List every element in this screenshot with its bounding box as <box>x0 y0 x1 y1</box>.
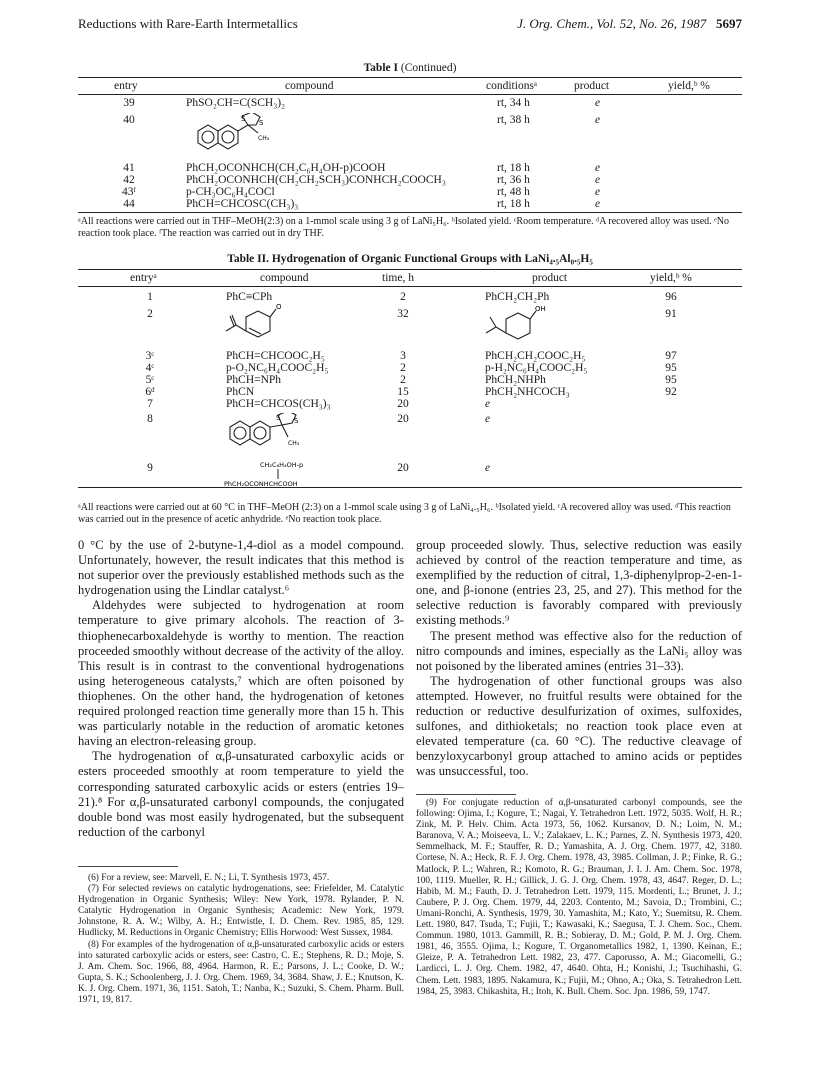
sulfur-label: S <box>276 414 281 422</box>
table1-row-compound: PhCH₂OCONHCH(CH₂C₆H₄OH-p)COOH <box>186 162 386 174</box>
table2-row-compound: PhCH=NPh <box>226 374 282 386</box>
table2-row-entry: 5ᶜ <box>145 374 155 386</box>
right-reference-rule <box>416 794 516 795</box>
table1-row-compound: PhCH=CHCOSC(CH₃)₃ <box>186 198 299 210</box>
page-number: 5697 <box>716 16 742 31</box>
naphthyl-dithiolane-structure <box>184 113 294 161</box>
reference: (8) For examples of the hydrogenation of α,β-unsaturated carboxylic acids or esters into saturated carboxylic acids or esters, see: Castro, C. E.; Stephens, R. D.; Moje, S. J. Am. Chem. Soc. 1966, 88, 4964. Harmon, R. E.; Parsons, J. L.; Cooke, D. W.; Gupta, S. K.; Schoolenberg, J. J. Org. Chem. 1969, 34, 3684. Shaw, J. E.; Knutson, K. K. J. Org. Chem. 1971, 36, 1151. Satoh, T.; Nanba, K.; Suzuki, S. Chem. Pharm. Bull. 1971, 19, 817. <box>78 939 404 1006</box>
table2-row-yield: 95 <box>665 362 677 374</box>
table2-top-rule <box>78 269 742 270</box>
cyclohexanol-structure <box>482 303 552 349</box>
table1-row-entry: 41 <box>123 162 135 174</box>
running-head <box>78 16 742 34</box>
journal-citation <box>517 16 742 32</box>
table2-row-time: 2 <box>400 291 406 303</box>
table2-row-yield: 91 <box>665 308 677 320</box>
table1-row-entry: 44 <box>123 198 135 210</box>
table1-row-conditions: rt, 34 h <box>497 97 530 109</box>
table2-row-entry: 1 <box>147 291 153 303</box>
structure-entry-40 <box>184 113 294 161</box>
table2-row-compound: PhCH=CHCOOC₂H₅ <box>226 350 325 362</box>
table1-caption <box>78 62 742 74</box>
right-references <box>416 798 742 998</box>
table2-row-product: p-H₂NC₆H₄COOC₂H₅ <box>485 362 588 374</box>
table1-row-conditions: rt, 18 h <box>497 162 530 174</box>
table1-header-product: product <box>574 80 610 92</box>
table1-header-entry: entry <box>114 80 138 92</box>
table1-row-product: e <box>595 186 601 198</box>
table2-header-yield: yield,ᵇ % <box>650 272 692 284</box>
naphthyl-dithiolane-structure <box>222 413 332 453</box>
table1-footnote: ᵃAll reactions were carried out in THF–MeOH(2:3) on a 1-mmol scale using 3 g of LaNi₅H₆. ᵇIsolated yield. ᶜRoom temperature. ᵈA recovered alloy was used. ᵉNo reaction took place. ᶠThe reaction was carried out in dry THF. <box>78 216 729 239</box>
table2-row-entry: 4ᶜ <box>145 362 155 374</box>
left-column <box>78 538 404 840</box>
structure-entry-9 <box>222 459 352 489</box>
table2-header-time: time, h <box>382 272 414 284</box>
structure-entry-8 <box>222 413 332 453</box>
table1-row-compound: PhSO₂CH=C(SCH₃)₂ <box>186 97 286 109</box>
reference: (6) For a review, see: Marvell, E. N.; Li, T. Synthesis 1973, 457. <box>88 873 330 883</box>
table1-row-entry: 42 <box>123 174 135 186</box>
table1-bottom-rule <box>78 212 742 213</box>
table1-row-product: e <box>595 174 601 186</box>
body-paragraph: The hydrogenation of α,β-unsaturated carboxylic acids or esters proceeded smoothly at room temperature to yield the corresponding saturated carboxylic acids or esters (entries 19–21).⁸ For α,β-unsaturated carbonyl compounds, the conjugated double bond was most easily hydrogenated, but the subsequent reduction of the carbonyl <box>78 749 404 839</box>
table2-row-product: e <box>485 398 491 410</box>
table2-header-compound: compound <box>260 272 309 284</box>
table2-row-product: PhCH₂NHCOCH₃ <box>485 386 570 398</box>
table1-header-rule <box>78 94 742 95</box>
table2-row-time: 20 <box>397 398 409 410</box>
cyclohexenone-structure <box>222 301 292 347</box>
table2-row-compound: PhC≡CPh <box>226 291 273 303</box>
table2-row-compound: p-O₂NC₆H₄COOC₂H₅ <box>226 362 329 374</box>
table1-caption-continued: (Continued) <box>397 62 457 74</box>
methyl-label: CH₃ <box>258 135 270 142</box>
journal-name: J. Org. Chem., Vol. 52, No. 26, 1987 <box>517 16 707 31</box>
right-column <box>416 538 742 780</box>
table1-row-conditions: rt, 38 h <box>497 114 530 126</box>
table1-row-product: e <box>595 114 601 126</box>
table2-row-time: 20 <box>397 413 409 425</box>
table2-row-time: 20 <box>397 462 409 474</box>
oxo-label: O <box>276 303 282 311</box>
hydroxyl-label: OH <box>535 305 546 313</box>
table2-row-product: PhCH₂NHPh <box>485 374 546 386</box>
table2-row-yield: 92 <box>665 386 677 398</box>
reference: (9) For conjugate reduction of α,β-unsaturated carbonyl compounds, see the following: Ojima, I.; Kogure, T.; Nagai, Y. Tetrahedron Lett. 1972, 5035. Wolf, H. R.; Zink, M. P. Helv. Chim. Acta 1973, 56, 1062. Kursanov, D. N.; Loim, N. M.; Baranova, V. A.; Moiseeva, L. V.; Zalakaev, L. K.; Parnes, Z. N. Synthesis 1973, 420. Semmelhack, M. F.; Stauffer, R. D.; Yamashita, A. J. Org. Chem. 1977, 42, 3180. Cortese, N. A.; Heck, R. F. J. Org. Chem. 1978, 43, 3985. Collman, J. P.; Finke, R. G.; Matlock, P. L.; Wahren, R.; Komoto, R. G.; Brauman, J. I. J. Am. Chem. Soc. 1978, 100, 1119. Mueller, R. H.; Gillick, J. G. J. Org. Chem. 1978, 43, 4647. Reger, D. L.; Habib, M. M.; Fauth, D. J. Tetrahedron Lett. 1979, 115. Mordenti, L.; Brunet, J. J.; Caubere, P. J. Org. Chem. 1979, 44, 2203. Contento, M.; Savoia, D.; Trombini, C.; Umani-Ronchi, A. Synthesis, 1979, 30. Yamashita, M.; Kato, Y.; Suemitsu, R. Chem. Lett. 1980, 847. Tsuda, T.; Fujii, T.; Kawasaki, K.; Saegusa, T. J. Chem. Soc., Chem. Commun. 1980, 1013. Gammill, R. B.; Sobieray, D. M.; Gold, P. M. J. Org. Chem. 1981, 46, 3555. Ojima, I.; Kogure, T. Organometallics 1982, 1, 1390. Keinan, E.; Gleize, P. A. Tetrahedron Lett. 1982, 23, 477. Caporusso, A. M.; Giacomelli, G.; Lardicci, L. J. Org. Chem. 1982, 47, 4640. Ohta, H.; Konishi, J.; Tsuchihashi, G. Chem. Lett. 1983, 1895. Nakamura, K.; Fujii, M.; Ohno, A.; Oka, S. Tetrahedron Lett. 1984, 25, 3983. Chikashita, H.; Itoh, K. Bull. Chem. Soc. Jpn. 1986, 59, 1747. <box>416 798 742 997</box>
table2-row-time: 15 <box>397 386 409 398</box>
table1-row-conditions: rt, 48 h <box>497 186 530 198</box>
table2-header-product: product <box>532 272 568 284</box>
table2-row-compound: PhCH=CHCOS(CH₃)₃ <box>226 398 331 410</box>
table2-row-entry: 3ᶜ <box>145 350 155 362</box>
methyl-label: CH₃ <box>288 440 300 447</box>
table1-caption-label: Table I <box>363 62 398 74</box>
table1-row-conditions: rt, 36 h <box>497 174 530 186</box>
table2-row-product: PhCH₂CH₂Ph <box>485 291 550 303</box>
table2-row-product: e <box>485 462 491 474</box>
table2-row-yield: 95 <box>665 374 677 386</box>
left-references <box>78 873 404 1006</box>
table2-row-product: e <box>485 413 491 425</box>
body-paragraph: group proceeded slowly. Thus, selective reduction was easily achieved by control of the reaction temperature and time, as exemplified by the reduction of citral, 1,3-diphenylprop-2-en-1-one, and β-ionone (entries 23, 25, and 27). This method for the selective reduction is favorably compared with previously existing methods.⁹ <box>416 538 742 628</box>
structure-entry-2-product <box>482 303 552 349</box>
table2-row-entry: 6ᵈ <box>145 386 155 398</box>
table2-row-entry: 2 <box>147 308 153 320</box>
table1-row-product: e <box>595 198 601 210</box>
table1-top-rule <box>78 77 742 78</box>
body-paragraph: The present method was effective also for the reduction of nitro compounds and imines, especially as the LaNi₅ alloy was not poisoned by the liberated amines (entries 31–33). <box>416 628 742 673</box>
table2-header-rule <box>78 286 742 287</box>
table2-row-yield: 97 <box>665 350 677 362</box>
table2-caption: Table II. Hydrogenation of Organic Functional Groups with LaNi₄.₅Al₀.₅H₅ <box>227 253 593 265</box>
cbz-tyrosine-structure <box>222 459 352 489</box>
table1-row-entry: 39 <box>123 97 135 109</box>
table2-row-time: 2 <box>400 374 406 386</box>
body-paragraph: Aldehydes were subjected to hydrogenation at room temperature to give primary alcohols. The reaction of 3-thiophenecarboxaldehyde is worthy to mention. The reaction proceeded smoothly without decrease of the activity of the alloy. This result is in contrast to the conventional hydrogenations using heterogeneous catalysts,⁷ which are often poisoned by thiophenes. On the other hand, the hydrogenation of ketones required prolonged reaction time generally more than 15 h. This was particularly notable in the reduction of aromatic ketones having an electron-releasing group. <box>78 598 404 749</box>
table1-header-conditions: conditionsᵃ <box>486 80 538 92</box>
table2-row-entry: 9 <box>147 462 153 474</box>
sulfur-label: S <box>259 119 264 127</box>
table1-row-compound: p-CH₃OC₆H₄COCl <box>186 186 275 198</box>
backbone-label: PhCH₂OCONHCHCOOH <box>224 480 298 488</box>
table2-row-entry: 8 <box>147 413 153 425</box>
table1-row-compound: PhCH₂OCONHCH(CH₂CH₂SCH₃)CONHCH₂COOCH₃ <box>186 174 446 186</box>
table2-bottom-rule <box>78 487 742 488</box>
table1-header-yield: yield,ᵇ % <box>668 80 710 92</box>
table2-row-product: PhCH₂CH₂COOC₂H₅ <box>485 350 586 362</box>
table1-row-entry: 43ᶠ <box>122 186 136 198</box>
table2-row-time: 2 <box>400 362 406 374</box>
side-chain-label: CH₂C₆H₄OH-p <box>260 461 304 469</box>
sulfur-label: S <box>241 115 246 123</box>
table2-row-yield: 96 <box>665 291 677 303</box>
table1-header-compound: compound <box>285 80 334 92</box>
body-paragraph: 0 °C by the use of 2-butyne-1,4-diol as a model compound. Unfortunately, however, the result indicates that this method is not superior over the previously established methods such as the hydrogenation using the Lindlar catalyst.⁶ <box>78 538 404 598</box>
table1-row-product: e <box>595 162 601 174</box>
reference: (7) For selected reviews on catalytic hydrogenations, see: Friefelder, M. Catalytic Hydrogenation in Organic Synthesis; Wiley: New York, 1978. Rylander, P. N. Catalytic Hydrogenation in Organic Synthesis; Academic: New York, 1979. Johnstone, R. A. W.; Wilby, A. H.; Entwistle, I. D. Chem. Rev. 1985, 85, 129. Hudlicky, M. Reductions in Organic Chemistry; Ellis Horwood: West Sussex, 1984. <box>78 884 404 939</box>
structure-entry-2-compound <box>222 301 292 347</box>
table2-row-entry: 7 <box>147 398 153 410</box>
table2-row-time: 3 <box>400 350 406 362</box>
body-paragraph: The hydrogenation of other functional groups was also attempted. However, no fruitful results were obtained for the reduction or reductive desulfurization of oximes, sulfoxides, sulfones, and dithioketals; no reaction took place even at elevated temperature (ca. 60 °C). The reductive cleavage of benzyloxycarbonyl group attached to amino acids or peptides was unsuccessful, too. <box>416 673 742 779</box>
table2-footnote: ᵃAll reactions were carried out at 60 °C in THF–MeOH (2:3) on a 1-mmol scale using 3 g of LaNi₄.₅H₆. ᵇIsolated yield. ᶜA recovered alloy was used. ᵈThis reaction was carried out in the presence of acetic anhydride. ᵉNo reaction took place. <box>78 502 731 525</box>
running-title: Reductions with Rare-Earth Intermetallics <box>78 16 298 31</box>
table1-row-product: e <box>595 97 601 109</box>
table2-row-time: 32 <box>397 308 409 320</box>
left-reference-rule <box>78 866 178 867</box>
table1-row-entry: 40 <box>123 114 135 126</box>
table1-row-conditions: rt, 18 h <box>497 198 530 210</box>
table2-header-entry: entryᵃ <box>130 272 157 284</box>
sulfur-label: S <box>294 417 299 425</box>
table2-row-compound: PhCN <box>226 386 255 398</box>
